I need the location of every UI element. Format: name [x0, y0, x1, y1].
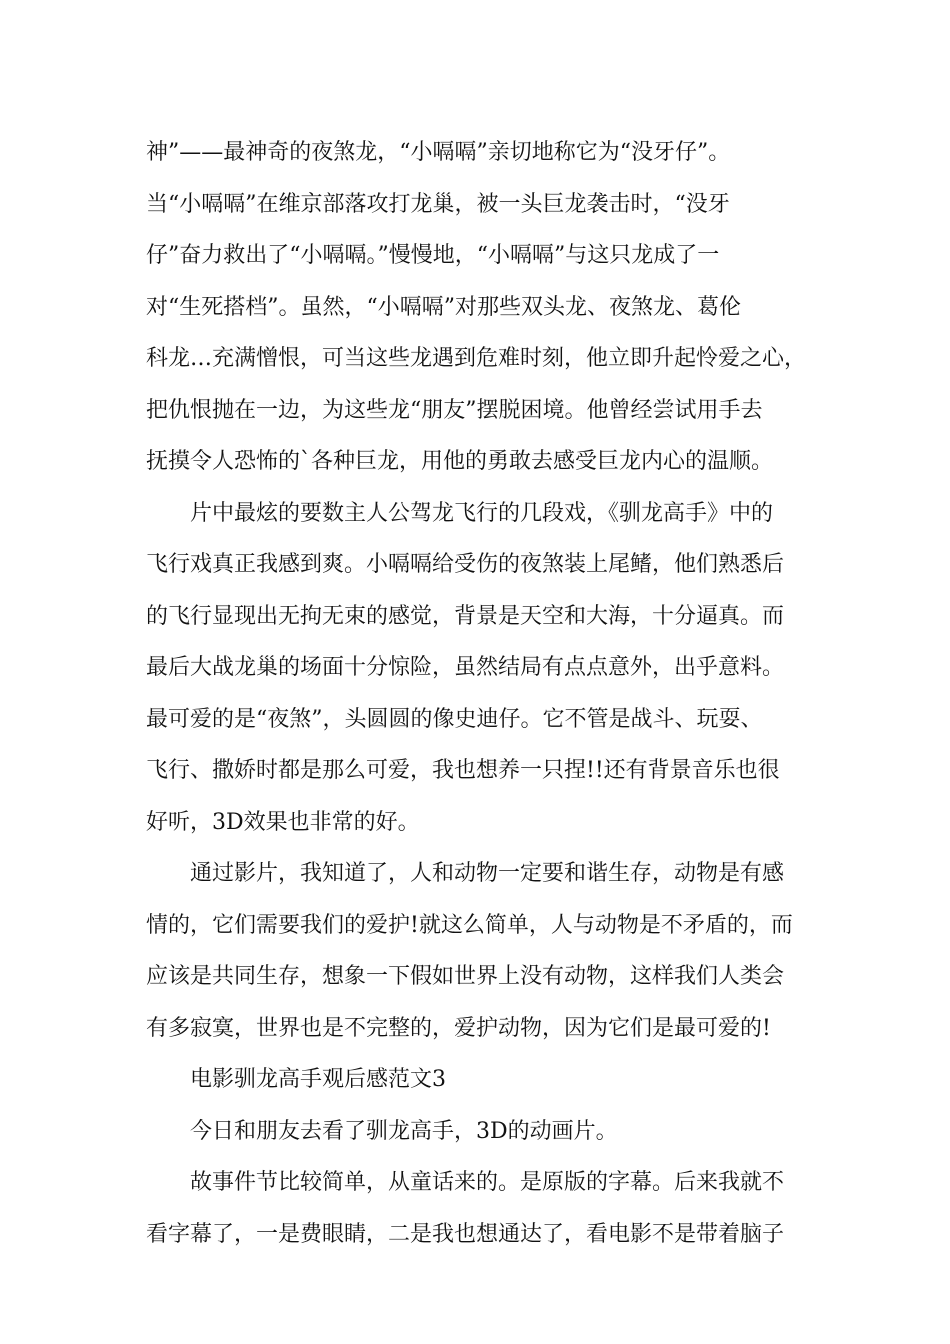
text-line: 抚摸令人恐怖的`各种巨龙，用他的勇敢去感受巨龙内心的温顺。 [146, 449, 774, 474]
text-line: 最后大战龙巢的场面十分惊险，虽然结局有点点意外，出乎意料。 [146, 655, 785, 680]
text-line: 科龙…充满憎恨，可当这些龙遇到危难时刻，他立即升起怜爱之心， [146, 346, 807, 371]
text-line: 应该是共同生存，想象一下假如世界上没有动物，这样我们人类会 [146, 964, 785, 989]
text-line: 的飞行显现出无拘无束的感觉，背景是天空和大海，十分逼真。而 [146, 603, 785, 629]
text-line: 最可爱的是“夜煞”，头圆圆的像史迪仔。它不管是战斗、玩耍、 [146, 706, 763, 732]
paragraph-first-line: 片中最炫的要数主人公驾龙飞行的几段戏，《驯龙高手》中的 [190, 500, 774, 526]
text-line: 对“生死搭档”。虽然，“小嗝嗝”对那些双头龙、夜煞龙、葛伦 [146, 294, 741, 320]
paragraph-first-line: 故事件节比较简单，从童话来的。是原版的字幕。后来我就不 [190, 1170, 785, 1195]
text-line: 飞行、撒娇时都是那么可爱，我也想养一只捏!!还有背景音乐也很 [146, 758, 780, 783]
text-line: 看字幕了，一是费眼睛，二是我也想通达了，看电影不是带着脑子 [146, 1221, 785, 1247]
text-line: 仔”奋力救出了“小嗝嗝。”慢慢地，“小嗝嗝”与这只龙成了一 [146, 243, 720, 268]
text-line: 神”——最神奇的夜煞龙，“小嗝嗝”亲切地称它为“没牙仔”。 [146, 140, 731, 165]
text-line: 情的，它们需要我们的爱护!就这么简单，人与动物是不矛盾的，而 [146, 912, 793, 938]
text-line: 把仇恨抛在一边，为这些龙“朋友”摆脱困境。他曾经尝试用手去 [146, 397, 763, 423]
section-heading: 电影驯龙高手观后感范文3 [190, 1067, 446, 1092]
text-line: 好听，3D效果也非常的好。 [146, 809, 420, 835]
text-line: 有多寂寞，世界也是不完整的，爱护动物，因为它们是最可爱的! [146, 1015, 771, 1041]
text-line: 飞行戏真正我感到爽。小嗝嗝给受伤的夜煞装上尾鳍，他们熟悉后 [146, 552, 785, 577]
text-line: 当“小嗝嗝”在维京部落攻打龙巢，被一头巨龙袭击时，“没牙 [146, 191, 730, 217]
article-body [146, 127, 816, 1260]
paragraph-first-line: 今日和朋友去看了驯龙高手，3D的动画片。 [190, 1118, 618, 1144]
paragraph-first-line: 通过影片，我知道了，人和动物一定要和谐生存，动物是有感 [190, 861, 785, 886]
